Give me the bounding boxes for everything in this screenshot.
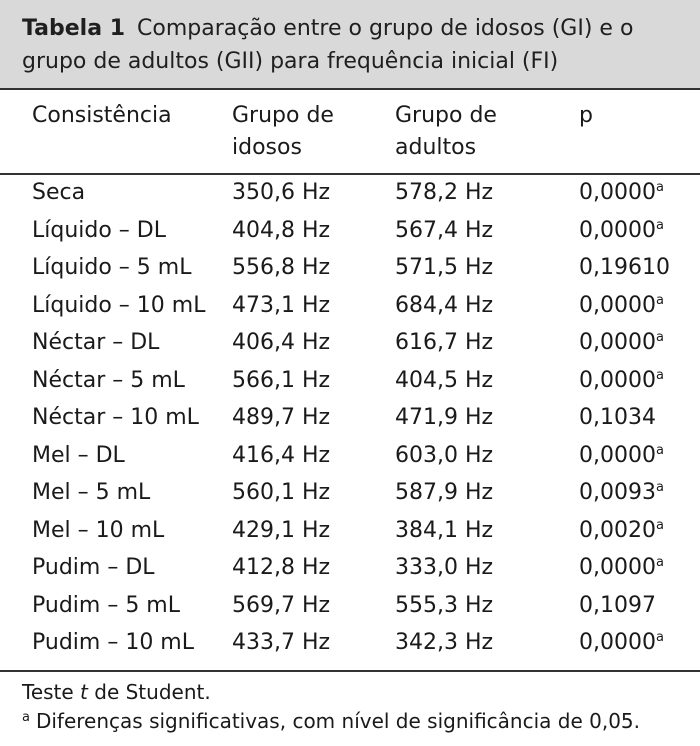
cell-consistencia — [32, 288, 205, 324]
cell-consistencia — [32, 213, 166, 249]
table-row — [0, 475, 700, 511]
cell-grupo-idosos-text: 569,7 Hz — [232, 592, 331, 618]
cell-consistencia — [32, 400, 199, 436]
cell-grupo-adultos — [395, 625, 493, 661]
cell-p-text: 0,0000 — [579, 555, 656, 580]
cell-grupo-adultos-text: 616,7 Hz — [395, 330, 494, 355]
cell-grupo-adultos — [395, 550, 493, 586]
cell-consistencia — [32, 588, 180, 624]
cell-grupo-idosos — [232, 475, 330, 511]
table-title — [22, 12, 682, 78]
cell-grupo-adultos — [395, 325, 493, 361]
cell-grupo-idosos-text: 416,4 Hz — [232, 442, 331, 468]
cell-consistencia — [32, 250, 191, 286]
cell-grupo-idosos — [232, 325, 330, 361]
cell-consistencia-text: Néctar – DL — [32, 330, 160, 355]
cell-consistencia-text: Pudim – 10 mL — [32, 630, 194, 655]
cell-grupo-idosos-text: 566,1 Hz — [232, 367, 331, 393]
cell-grupo-adultos-text: 384,1 Hz — [395, 517, 494, 543]
cell-p-text: 0,0000 — [579, 630, 656, 655]
cell-consistencia — [32, 325, 159, 361]
cell-consistencia-text: Néctar – 10 mL — [32, 405, 199, 430]
cell-grupo-adultos — [395, 588, 493, 624]
cell-p-text: 0,19610 — [579, 255, 670, 280]
significance-mark: a — [655, 292, 664, 308]
cell-grupo-adultos-text: 471,9 Hz — [395, 405, 494, 430]
cell-p — [579, 400, 656, 436]
cell-grupo-adultos-text: 684,4 Hz — [395, 292, 494, 318]
cell-consistencia — [32, 175, 85, 211]
header-p: p — [579, 103, 593, 128]
significance-mark: a — [655, 480, 664, 495]
table-row — [0, 400, 700, 436]
cell-grupo-adultos-text: 567,4 Hz — [395, 217, 494, 243]
table-row — [0, 588, 700, 624]
cell-p-text: 0,0000 — [579, 180, 656, 205]
cell-consistencia — [32, 438, 125, 474]
cell-grupo-adultos-text: 603,0 Hz — [395, 442, 494, 468]
table-row — [0, 513, 700, 549]
cell-grupo-idosos-text: 556,8 Hz — [232, 255, 331, 280]
cell-consistencia — [32, 513, 164, 549]
cell-grupo-adultos — [395, 175, 493, 211]
table-row — [0, 325, 700, 361]
cell-consistencia — [32, 625, 194, 661]
table-row — [0, 213, 700, 249]
note-sig-text: Diferenças significativas, com nível de significância de 0,05. — [35, 709, 641, 733]
cell-consistencia — [32, 363, 185, 399]
cell-p — [579, 550, 664, 586]
cell-p-text: 0,1097 — [579, 592, 656, 618]
cell-grupo-adultos — [395, 475, 493, 511]
cell-grupo-idosos — [232, 625, 330, 661]
table-label: Tabela 1 — [22, 16, 126, 41]
cell-p — [579, 175, 664, 211]
significance-mark: a — [655, 367, 664, 383]
cell-consistencia-text: Líquido – 5 mL — [32, 255, 192, 280]
cell-consistencia-text: Mel – DL — [32, 442, 125, 468]
cell-p — [579, 588, 656, 624]
cell-p — [579, 250, 670, 286]
table-caption — [0, 0, 700, 88]
cell-grupo-idosos — [232, 588, 330, 624]
cell-grupo-idosos — [232, 400, 330, 436]
significance-mark: a — [655, 555, 664, 570]
cell-grupo-idosos-text: 412,8 Hz — [232, 555, 331, 580]
table-header — [0, 100, 700, 170]
cell-grupo-idosos — [232, 175, 330, 211]
cell-p-text: 0,0093 — [579, 480, 656, 505]
cell-p-text: 0,0000 — [579, 367, 656, 393]
cell-grupo-adultos-text: 333,0 Hz — [395, 555, 494, 580]
cell-grupo-idosos — [232, 250, 330, 286]
cell-grupo-idosos-text: 406,4 Hz — [232, 330, 331, 355]
cell-p — [579, 438, 664, 474]
cell-p — [579, 363, 664, 399]
cell-grupo-idosos — [232, 213, 330, 249]
cell-consistencia-text: Seca — [32, 180, 86, 205]
cell-grupo-adultos-text: 571,5 Hz — [395, 255, 494, 280]
note-test-symbol: t — [80, 680, 88, 704]
table-row — [0, 363, 700, 399]
cell-grupo-idosos — [232, 438, 330, 474]
cell-grupo-idosos — [232, 288, 330, 324]
table-row — [0, 288, 700, 324]
cell-grupo-adultos — [395, 363, 493, 399]
header-grupo-adultos: Grupo de adultos — [395, 103, 497, 160]
note-sig-mark: a — [22, 710, 30, 725]
cell-grupo-idosos-text: 560,1 Hz — [232, 480, 331, 505]
cell-grupo-idosos — [232, 550, 330, 586]
cell-p-text: 0,1034 — [579, 405, 656, 430]
cell-grupo-adultos-text: 342,3 Hz — [395, 630, 494, 655]
cell-grupo-adultos-text: 578,2 Hz — [395, 180, 494, 205]
cell-grupo-adultos-text: 404,5 Hz — [395, 367, 494, 393]
cell-p-text: 0,0000 — [579, 330, 656, 355]
top-rule — [0, 88, 700, 90]
cell-p — [579, 213, 664, 249]
significance-mark: a — [655, 217, 664, 233]
cell-grupo-adultos — [395, 250, 493, 286]
table-title-text: Comparação entre o grupo de idosos (GI) e o grupo de adultos (GII) para frequência inicial (FI) — [22, 16, 634, 74]
cell-grupo-idosos-text: 489,7 Hz — [232, 405, 331, 430]
table-row — [0, 175, 700, 211]
cell-consistencia-text: Mel – 10 mL — [32, 517, 165, 543]
cell-grupo-adultos — [395, 213, 493, 249]
cell-grupo-adultos — [395, 400, 493, 436]
table-note-test — [22, 678, 211, 706]
cell-grupo-adultos — [395, 513, 493, 549]
header-grupo-idosos: Grupo de idosos — [232, 103, 334, 160]
cell-p — [579, 288, 664, 324]
table-note-significance — [22, 707, 640, 735]
cell-p — [579, 625, 664, 661]
cell-grupo-idosos-text: 404,8 Hz — [232, 217, 331, 243]
cell-p — [579, 325, 664, 361]
table-row — [0, 250, 700, 286]
cell-p — [579, 475, 664, 511]
significance-mark: a — [655, 630, 664, 645]
cell-consistencia-text: Líquido – DL — [32, 217, 166, 243]
cell-grupo-adultos-text: 555,3 Hz — [395, 592, 494, 618]
cell-p-text: 0,0000 — [579, 217, 656, 243]
cell-grupo-idosos-text: 473,1 Hz — [232, 292, 331, 318]
header-consistencia: Consistência — [32, 103, 172, 128]
significance-mark: a — [655, 180, 664, 195]
cell-grupo-idosos-text: 429,1 Hz — [232, 517, 331, 543]
table-row — [0, 550, 700, 586]
significance-mark: a — [655, 330, 664, 345]
cell-grupo-adultos — [395, 288, 493, 324]
cell-p-text: 0,0020 — [579, 517, 656, 543]
cell-grupo-adultos-text: 587,9 Hz — [395, 480, 494, 505]
bottom-rule — [0, 670, 700, 672]
cell-consistencia-text: Líquido – 10 mL — [32, 292, 206, 318]
cell-consistencia-text: Mel – 5 mL — [32, 480, 151, 505]
cell-consistencia-text: Pudim – 5 mL — [32, 592, 180, 618]
note-test-prefix: Teste — [22, 680, 81, 704]
cell-grupo-idosos — [232, 363, 330, 399]
cell-grupo-idosos-text: 433,7 Hz — [232, 630, 331, 655]
significance-mark: a — [655, 517, 664, 533]
cell-p-text: 0,0000 — [579, 292, 656, 318]
cell-grupo-idosos — [232, 513, 330, 549]
note-test-suffix: de Student. — [87, 680, 211, 704]
cell-consistencia — [32, 550, 155, 586]
table-row — [0, 438, 700, 474]
table-row — [0, 625, 700, 661]
cell-grupo-idosos-text: 350,6 Hz — [232, 180, 331, 205]
cell-consistencia-text: Néctar – 5 mL — [32, 367, 185, 393]
cell-p-text: 0,0000 — [579, 442, 656, 468]
cell-consistencia-text: Pudim – DL — [32, 555, 155, 580]
cell-p — [579, 513, 664, 549]
significance-mark: a — [655, 442, 664, 458]
cell-consistencia — [32, 475, 150, 511]
cell-grupo-adultos — [395, 438, 493, 474]
